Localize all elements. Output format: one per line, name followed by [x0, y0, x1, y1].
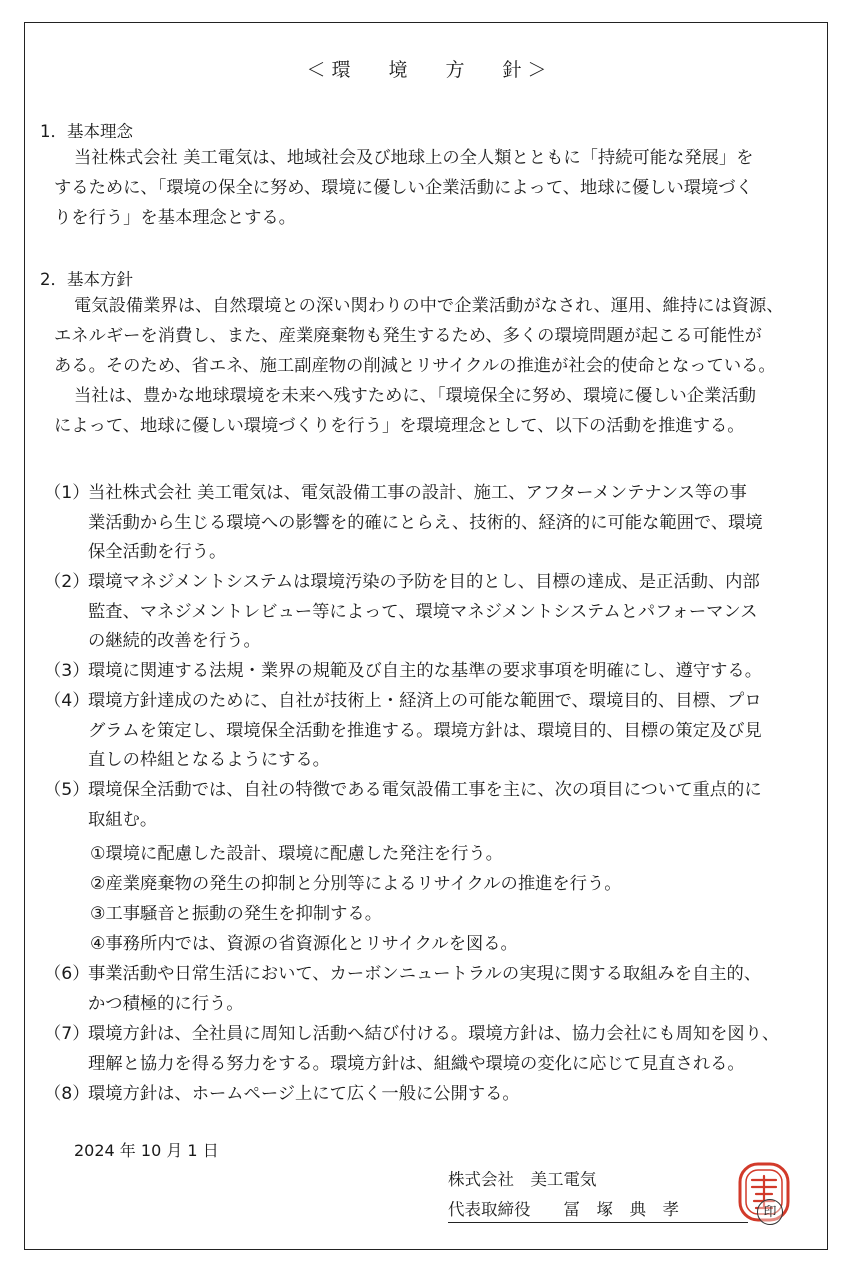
policy-item-text: 環境保全活動では、自社の特徴である電気設備工事を主に、次の項目について重点的に 取組む。	[88, 780, 762, 830]
seal-in-mark: 印	[757, 1199, 783, 1225]
policy-item-number: （1）	[44, 483, 90, 503]
policy-item-text: 環境マネジメントシステムは環境汚染の予防を目的とし、目標の達成、是正活動、内部 監査、マネジメントレビュー等によって、環境マネジメントシステムとパフォーマンス の継続的改善を行う。	[88, 572, 760, 651]
policy-item-text: 環境に関連する法規・業界の規範及び自主的な基準の要求事項を明確にし、遵守する。	[88, 661, 762, 681]
section2-line-5: によって、地球に優しい環境づくりを行う」を環境理念として、以下の活動を推進する。	[54, 416, 745, 436]
policy-item-5	[44, 776, 762, 835]
company-name: 株式会社 美工電気	[448, 1170, 597, 1189]
policy-item-number: （7）	[44, 1024, 90, 1044]
policy-item-text: 当社株式会社 美工電気は、電気設備工事の設計、施工、アフターメンテナンス等の事 業活動から生じる環境への影響を的確にとらえ、技術的、経済的に可能な範囲で、環境 保全活動を行う。	[88, 483, 763, 562]
policy-item-7	[44, 1020, 779, 1079]
policy-item-number: （8）	[44, 1084, 90, 1104]
section1-line-2: するために、「環境の保全に努め、環境に優しい企業活動によって、地球に優しい環境づく	[54, 178, 753, 198]
policy-item-3	[44, 657, 762, 687]
policy-subitem-3: ③工事騒音と振動の発生を抑制する。	[90, 904, 382, 924]
section2-heading: 2．基本方針	[40, 270, 133, 289]
policy-subitem-4: ④事務所内では、資源の省資源化とリサイクルを図る。	[90, 934, 518, 954]
policy-item-number: （6）	[44, 964, 90, 984]
policy-item-1	[44, 479, 763, 568]
policy-item-number: （5）	[44, 780, 90, 800]
policy-item-number: （4）	[44, 691, 90, 711]
policy-item-text: 事業活動や日常生活において、カーボンニュートラルの実現に関する取組みを自主的、 かつ積極的に行う。	[88, 964, 762, 1014]
policy-item-8	[44, 1080, 520, 1110]
policy-subitem-2: ②産業廃棄物の発生の抑制と分別等によるリサイクルの推進を行う。	[90, 874, 622, 894]
issue-date: 2024 年 10 月 1 日	[74, 1141, 219, 1160]
section2-line-1: 電気設備業界は、自然環境との深い関わりの中で企業活動がなされ、運用、維持には資源、	[74, 296, 784, 316]
policy-item-2	[44, 568, 760, 657]
section2-line-3: ある。そのため、省エネ、施工副産物の削減とリサイクルの推進が社会的使命となっている。	[54, 356, 776, 376]
policy-item-number: （3）	[44, 661, 90, 681]
policy-item-number: （2）	[44, 572, 90, 592]
section1-heading: 1．基本理念	[40, 122, 133, 141]
policy-item-6	[44, 960, 761, 1019]
section1-line-1: 当社株式会社 美工電気は、地域社会及び地球上の全人類とともに「持続可能な発展」を	[74, 148, 754, 168]
policy-item-text: 環境方針達成のために、自社が技術上・経済上の可能な範囲で、環境目的、目標、プロ グラムを策定し、環境保全活動を推進する。環境方針は、環境目的、目標の策定及び見 直しの枠組となるようにする。	[88, 691, 762, 770]
section2-line-4: 当社は、豊かな地球環境を未来へ残すために、「環境保全に努め、環境に優しい企業活動	[74, 386, 756, 406]
policy-item-text: 環境方針は、全社員に周知し活動へ結び付ける。環境方針は、協力会社にも周知を図り、 理解と協力を得る努力をする。環境方針は、組織や環境の変化に応じて見直される。	[88, 1024, 780, 1074]
representative-signature-line: 代表取締役 冨 塚 典 孝	[448, 1196, 748, 1223]
policy-item-4	[44, 687, 762, 776]
section1-line-3: りを行う」を基本理念とする。	[54, 208, 296, 228]
document-title: ＜ 環 境 方 針 ＞	[306, 59, 547, 81]
policy-item-text: 環境方針は、ホームページ上にて広く一般に公開する。	[88, 1084, 520, 1104]
policy-subitem-1: ①環境に配慮した設計、環境に配慮した発注を行う。	[90, 844, 503, 864]
section2-line-2: エネルギーを消費し、また、産業廃棄物も発生するため、多くの環境問題が起こる可能性が	[54, 326, 762, 346]
